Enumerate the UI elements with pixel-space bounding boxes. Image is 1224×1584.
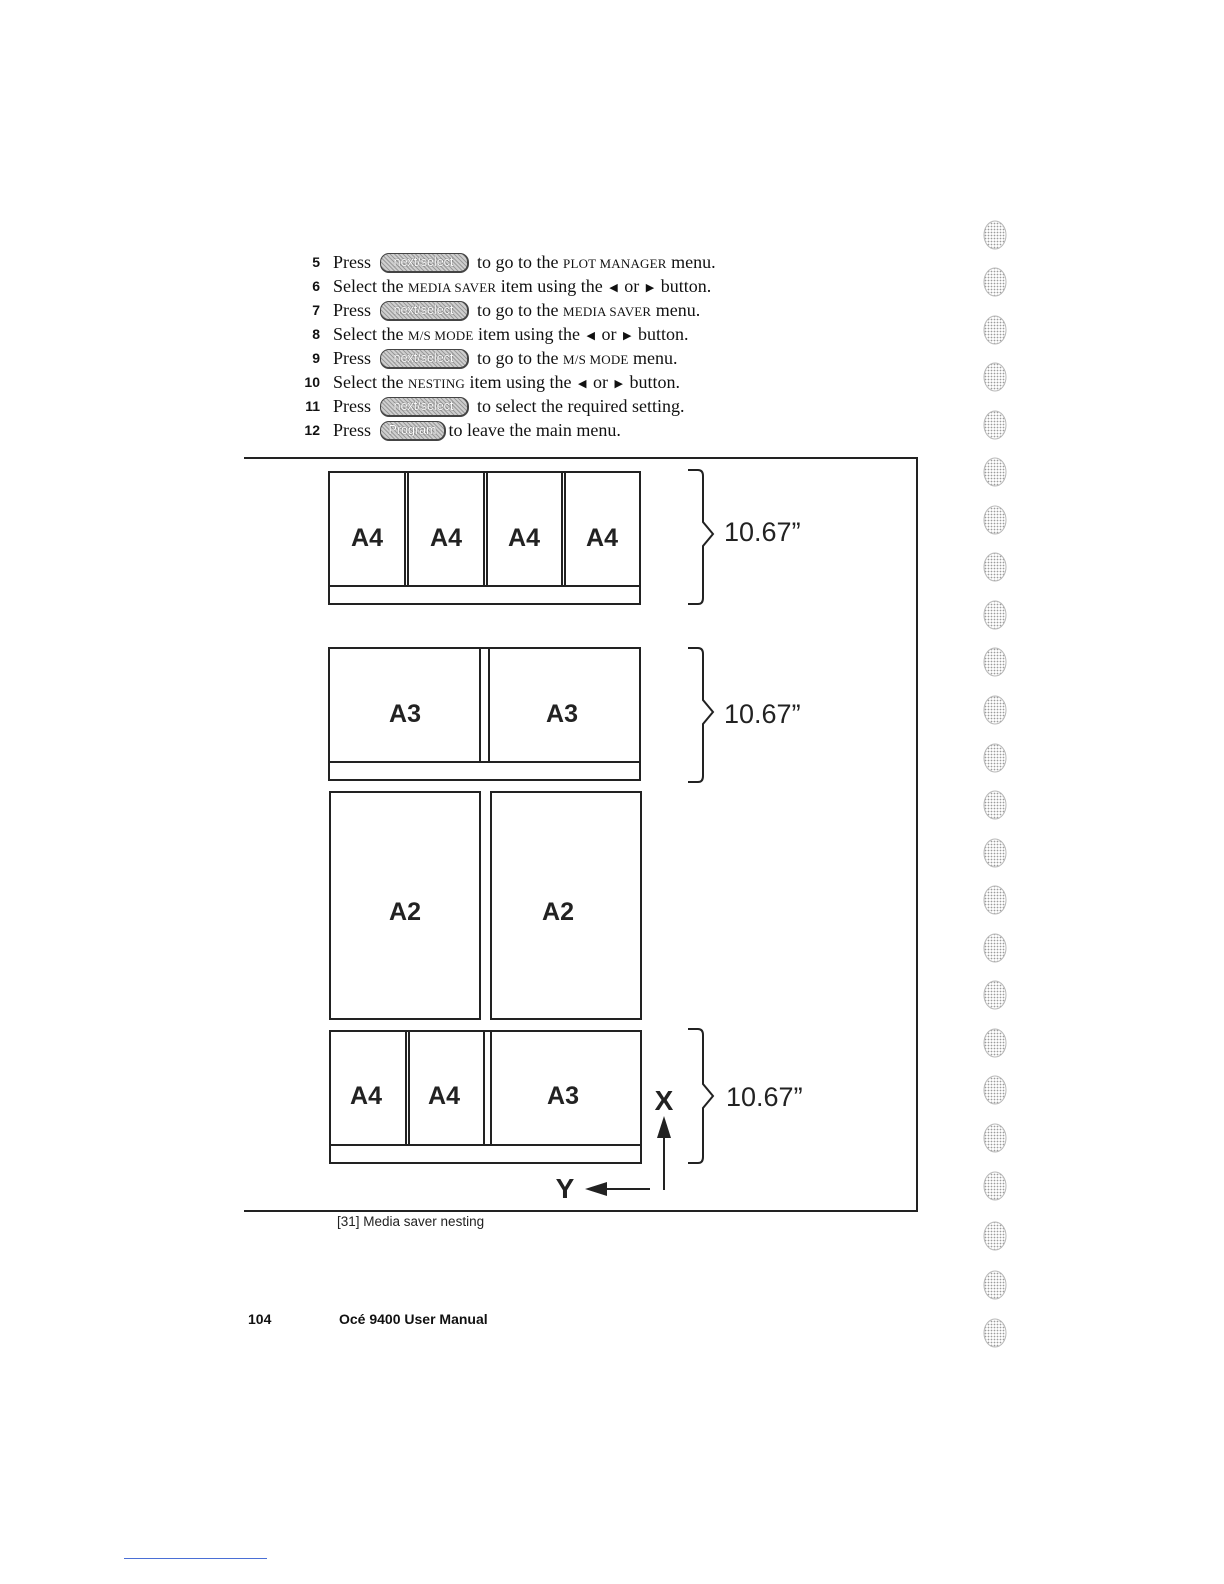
left-arrow-icon: ◀	[586, 330, 595, 342]
next-select-key-icon: next/select	[380, 301, 469, 321]
step-text: Press	[333, 252, 372, 272]
punch-hole-icon	[984, 1029, 1006, 1057]
next-select-key-icon: next/select	[380, 397, 469, 417]
step-number: 10	[304, 374, 320, 390]
right-arrow-icon: ▶	[645, 282, 655, 294]
sheet-label: A4	[350, 1082, 382, 1110]
sheet-label: A4	[351, 524, 383, 552]
punch-hole-icon	[984, 839, 1006, 867]
step-text: Select the	[333, 324, 408, 344]
punch-hole-icon	[984, 1271, 1006, 1299]
step-number: 5	[312, 254, 320, 270]
page-number: 104	[248, 1311, 272, 1327]
punch-hole-icon	[984, 316, 1006, 344]
punch-hole-icon	[984, 981, 1006, 1009]
step-text: button.	[637, 324, 689, 344]
dimension-label: 10.67”	[726, 1082, 803, 1112]
sheet-label: A4	[508, 524, 540, 552]
step-text: menu.	[628, 348, 678, 368]
punch-hole-icon	[984, 553, 1006, 581]
menu-name: PLOT MANAGER	[563, 256, 667, 271]
step-text: or	[601, 324, 617, 344]
step-text: item using the	[473, 324, 581, 344]
step-text: Press	[333, 348, 372, 368]
punch-hole-icon	[984, 696, 1006, 724]
manual-title: Océ 9400 User Manual	[339, 1311, 488, 1327]
scan-edge-line	[124, 1558, 267, 1559]
step-number: 6	[312, 278, 320, 294]
step-number: 8	[312, 326, 320, 342]
step-text: to leave the main menu.	[448, 420, 621, 440]
left-arrow-icon: ◀	[578, 378, 587, 390]
dimension-label: 10.67”	[724, 517, 801, 547]
punch-hole-icon	[984, 221, 1006, 249]
step-text: button.	[629, 372, 680, 392]
program-key-icon: Program	[380, 421, 447, 441]
punch-hole-icon	[984, 648, 1006, 676]
punch-hole-icon	[984, 744, 1006, 772]
punch-hole-icon	[984, 934, 1006, 962]
menu-item-name: NESTING	[407, 376, 465, 391]
punch-hole-icon	[984, 601, 1006, 629]
punch-hole-icon	[984, 411, 1006, 439]
punch-hole-icon	[984, 268, 1006, 296]
punch-hole-icon	[984, 1222, 1006, 1250]
step-text: Select the	[333, 372, 408, 392]
step-text: to go to the	[477, 348, 564, 368]
step-number: 11	[305, 398, 320, 414]
step-text: to go to the	[477, 300, 564, 320]
step-text: Press	[333, 396, 372, 416]
step-text: Press	[333, 300, 372, 320]
punch-hole-icon	[984, 1076, 1006, 1104]
next-select-key-icon: next/select	[380, 349, 469, 369]
figure-caption: [31] Media saver nesting	[337, 1214, 485, 1229]
step-text: menu.	[666, 252, 716, 272]
menu-item-name: M/S MODE	[407, 328, 474, 343]
punch-hole-icon	[984, 886, 1006, 914]
punch-hole-icon	[984, 363, 1006, 391]
sheet-label: A4	[586, 524, 618, 552]
step-text: to select the required setting.	[477, 396, 685, 416]
y-axis-label: Y	[555, 1173, 575, 1204]
dimension-label: 10.67”	[724, 699, 801, 729]
step-number: 12	[304, 422, 320, 438]
step-number: 7	[312, 302, 320, 318]
next-select-key-icon: next/select	[380, 253, 469, 273]
step-number: 9	[312, 350, 320, 366]
step-text: to go to the	[477, 252, 564, 272]
sheet-label: A2	[542, 898, 574, 926]
step-text: Press	[333, 420, 372, 440]
sheet-label: A4	[428, 1082, 460, 1110]
punch-hole-icon	[984, 791, 1006, 819]
step-text: menu.	[651, 300, 701, 320]
menu-name: MEDIA SAVER	[563, 304, 652, 319]
step-text: item using the	[465, 372, 572, 392]
right-arrow-icon: ▶	[614, 378, 623, 390]
punch-hole-icon	[984, 458, 1006, 486]
menu-item-name: MEDIA SAVER	[407, 280, 497, 295]
sheet-label: A4	[430, 524, 462, 552]
step-text: Select the	[333, 276, 408, 296]
sheet-label: A3	[546, 700, 578, 728]
punch-hole-icon	[984, 506, 1006, 534]
punch-hole-icon	[984, 1172, 1006, 1200]
step-text: or	[592, 372, 608, 392]
menu-name: M/S MODE	[563, 352, 629, 367]
x-axis-label: X	[654, 1085, 674, 1116]
punch-hole-icon	[984, 1124, 1006, 1152]
right-arrow-icon: ▶	[622, 330, 632, 342]
left-arrow-icon: ◀	[609, 282, 618, 294]
sheet-label: A2	[389, 898, 421, 926]
sheet-label: A3	[389, 700, 421, 728]
punch-hole-icon	[984, 1319, 1006, 1347]
sheet-label: A3	[547, 1082, 579, 1110]
step-text: or	[624, 276, 640, 296]
step-text: item using the	[496, 276, 603, 296]
step-text: button.	[660, 276, 712, 296]
